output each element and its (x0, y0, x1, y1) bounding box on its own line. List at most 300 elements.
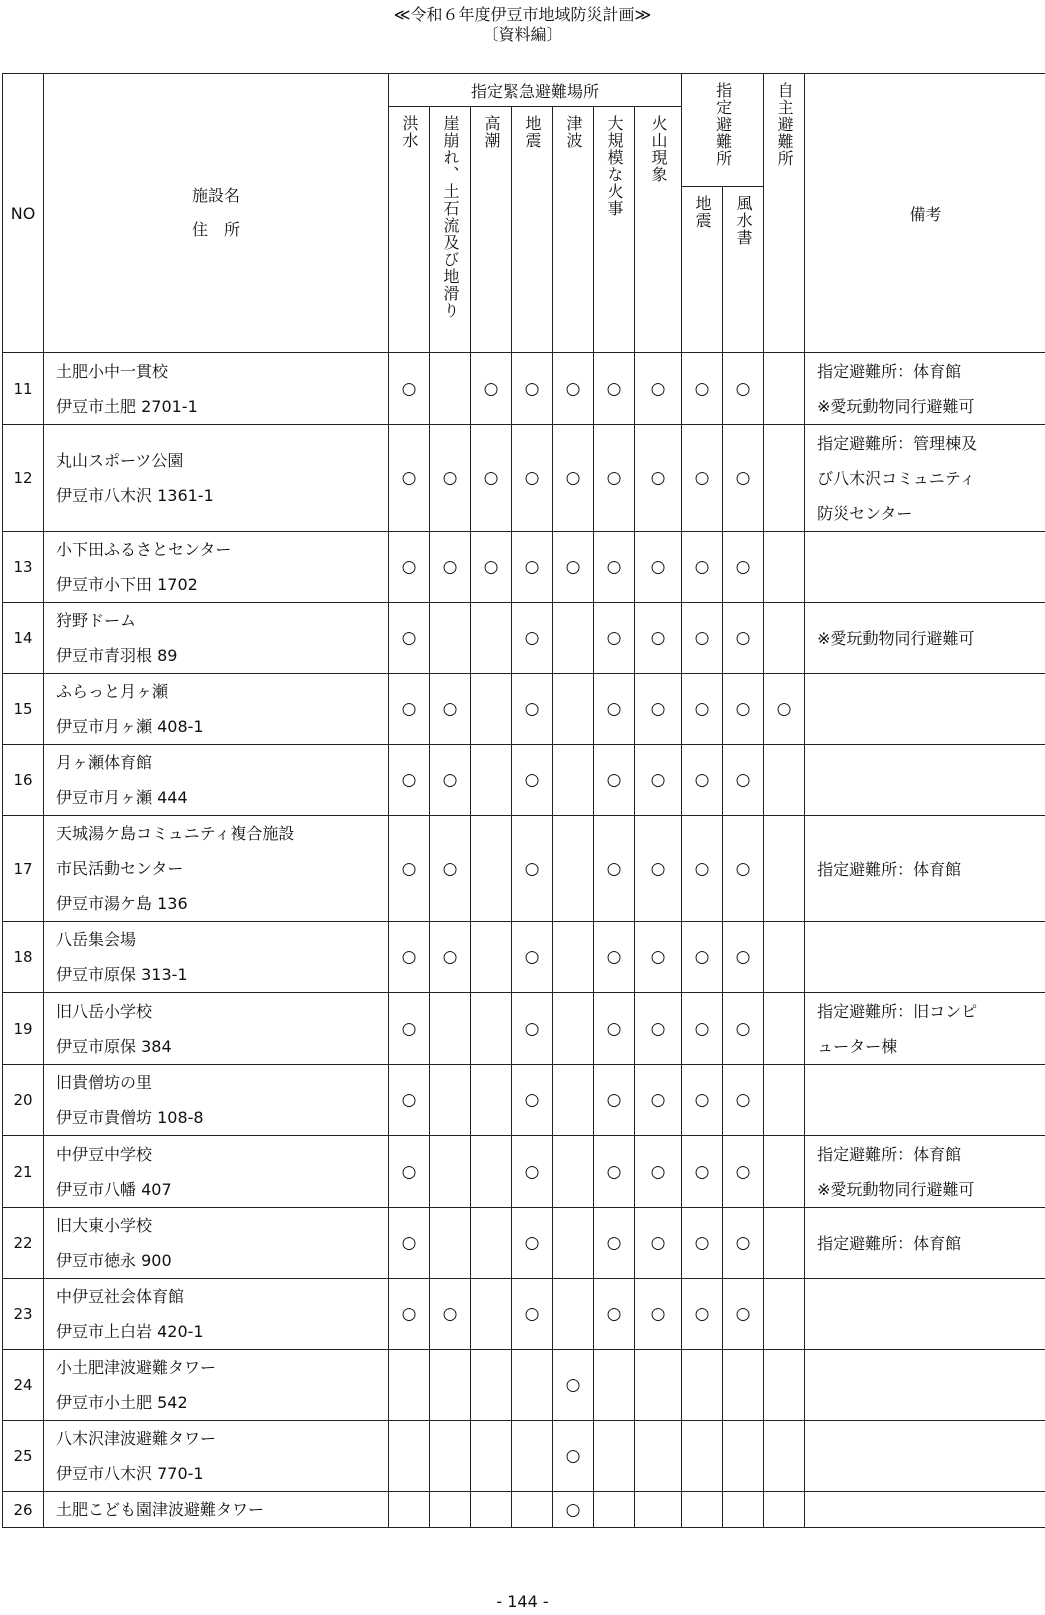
circle-mark: ○ (401, 557, 417, 577)
circle-mark: ○ (442, 770, 458, 790)
mark-cell (764, 532, 805, 603)
mark-cell (723, 1136, 764, 1208)
mark-cell (594, 993, 635, 1065)
remarks-cell (805, 425, 1045, 532)
circle-mark: ○ (606, 1161, 622, 1182)
mark-cell (594, 1492, 635, 1528)
mark-cell (682, 993, 723, 1065)
circle-mark: ○ (694, 1090, 710, 1110)
circle-mark: ○ (401, 1018, 417, 1039)
facility-address: 伊豆市土肥 2701-1 (56, 396, 198, 416)
mark-cell (553, 1421, 594, 1492)
mark-cell (389, 816, 430, 922)
facility-cell (44, 816, 389, 922)
remark-text: 防災センター (817, 504, 913, 523)
circle-mark: ○ (650, 628, 666, 648)
circle-mark: ○ (650, 557, 666, 577)
mark-cell (635, 922, 682, 993)
facility-name: 中伊豆中学校 (56, 1144, 153, 1164)
mark-cell (512, 1065, 553, 1136)
remarks-cell (805, 532, 1045, 603)
circle-mark: ○ (650, 378, 666, 399)
mark-cell (635, 532, 682, 603)
circle-mark: ○ (776, 699, 792, 719)
circle-mark: ○ (401, 378, 417, 399)
mark-cell (512, 816, 553, 922)
header-facility-name: 施設名 (191, 186, 240, 205)
circle-mark: ○ (694, 858, 710, 879)
facility-cell (44, 993, 389, 1065)
circle-mark: ○ (442, 699, 458, 719)
mark-cell (389, 1279, 430, 1350)
facility-cell (44, 1350, 389, 1421)
circle-mark: ○ (694, 770, 710, 790)
circle-mark: ○ (524, 947, 540, 967)
circle-mark: ○ (735, 557, 751, 577)
circle-mark: ○ (483, 557, 499, 577)
circle-mark: ○ (606, 1018, 622, 1039)
mark-cell (635, 1492, 682, 1528)
mark-cell (430, 1065, 471, 1136)
mark-cell (389, 1136, 430, 1208)
mark-cell (512, 1208, 553, 1279)
mark-cell (471, 603, 512, 674)
row-number: 13 (3, 532, 44, 603)
row-number: 25 (3, 1421, 44, 1492)
facility-address: 伊豆市原保 313-1 (56, 965, 188, 984)
mark-cell (764, 1065, 805, 1136)
mark-cell (764, 1279, 805, 1350)
mark-cell (512, 425, 553, 532)
mark-cell (430, 1421, 471, 1492)
circle-mark: ○ (401, 699, 417, 719)
mark-cell (430, 1136, 471, 1208)
circle-mark: ○ (735, 1090, 751, 1110)
mark-cell (389, 1492, 430, 1528)
mark-cell (471, 745, 512, 816)
mark-cell (682, 1350, 723, 1421)
header-shelter-storm: 風水書 (723, 187, 764, 353)
mark-cell (764, 353, 805, 425)
mark-cell (471, 1208, 512, 1279)
mark-cell (764, 1492, 805, 1528)
mark-cell (635, 353, 682, 425)
circle-mark: ○ (735, 770, 751, 790)
facility-cell (44, 425, 389, 532)
mark-cell (512, 532, 553, 603)
mark-cell (635, 1208, 682, 1279)
header-address: 住 所 (191, 220, 240, 239)
facility-name: 土肥小中一貫校 (56, 361, 169, 381)
table-body (3, 353, 1045, 1528)
table-row (3, 603, 1045, 674)
circle-mark: ○ (606, 557, 622, 577)
row-number: 23 (3, 1279, 44, 1350)
remark-text: び八木沢コミュニティ (817, 469, 976, 488)
mark-cell (553, 1492, 594, 1528)
mark-cell (723, 993, 764, 1065)
remark-text: 指定避難所：体育館 (817, 1145, 962, 1164)
remark-text: ※愛玩動物同行避難可 (817, 1180, 975, 1199)
facility-cell (44, 1492, 389, 1528)
remark-text: ューター棟 (817, 1037, 898, 1056)
mark-cell (471, 816, 512, 922)
mark-cell (553, 993, 594, 1065)
mark-cell (471, 922, 512, 993)
circle-mark: ○ (735, 1233, 751, 1253)
mark-cell (764, 1136, 805, 1208)
mark-cell (471, 1136, 512, 1208)
facility-cell (44, 353, 389, 425)
facility-address: 伊豆市湯ケ島 136 (56, 894, 188, 913)
row-number: 24 (3, 1350, 44, 1421)
circle-mark: ○ (606, 378, 622, 399)
facility-name: 小土肥津波避難タワー (56, 1358, 217, 1377)
mark-cell (594, 1208, 635, 1279)
row-number: 14 (3, 603, 44, 674)
circle-mark: ○ (524, 1018, 540, 1039)
remark-text: 指定避難所：体育館 (817, 1234, 962, 1253)
mark-cell (389, 1421, 430, 1492)
mark-cell (553, 1350, 594, 1421)
mark-cell (635, 1421, 682, 1492)
mark-cell (430, 1492, 471, 1528)
table-row (3, 1136, 1045, 1208)
mark-cell (764, 1421, 805, 1492)
circle-mark: ○ (606, 947, 622, 967)
header-em-flood: 洪水 (389, 107, 430, 353)
mark-cell (635, 1065, 682, 1136)
mark-cell (635, 1136, 682, 1208)
mark-cell (594, 532, 635, 603)
mark-cell (553, 1065, 594, 1136)
circle-mark: ○ (483, 468, 499, 488)
circle-mark: ○ (565, 1446, 581, 1466)
facility-name: ふらっと月ヶ瀬 (56, 682, 169, 701)
row-number: 17 (3, 816, 44, 922)
circle-mark: ○ (442, 858, 458, 879)
header-em-storm-surge: 高潮 (471, 107, 512, 353)
mark-cell (553, 816, 594, 922)
mark-cell (764, 425, 805, 532)
mark-cell (553, 1208, 594, 1279)
circle-mark: ○ (442, 557, 458, 577)
facility-address: 伊豆市月ヶ瀬 444 (56, 788, 188, 807)
mark-cell (594, 816, 635, 922)
table-row (3, 1421, 1045, 1492)
circle-mark: ○ (650, 1161, 666, 1182)
row-number: 15 (3, 674, 44, 745)
mark-cell (512, 993, 553, 1065)
mark-cell (553, 1279, 594, 1350)
table-row (3, 425, 1045, 532)
mark-cell (764, 745, 805, 816)
remark-text: ※愛玩動物同行避難可 (817, 397, 975, 416)
remark-text: 指定避難所：体育館 (817, 362, 962, 381)
remarks-cell (805, 1492, 1045, 1528)
row-number: 19 (3, 993, 44, 1065)
facility-cell (44, 922, 389, 993)
circle-mark: ○ (606, 858, 622, 879)
circle-mark: ○ (694, 628, 710, 648)
header-voluntary: 自主避難所 (764, 74, 805, 353)
mark-cell (635, 425, 682, 532)
circle-mark: ○ (401, 1304, 417, 1324)
mark-cell (723, 922, 764, 993)
circle-mark: ○ (401, 770, 417, 790)
circle-mark: ○ (524, 1090, 540, 1110)
mark-cell (594, 674, 635, 745)
circle-mark: ○ (650, 1304, 666, 1324)
row-number: 22 (3, 1208, 44, 1279)
row-number: 20 (3, 1065, 44, 1136)
mark-cell (764, 922, 805, 993)
mark-cell (471, 1279, 512, 1350)
circle-mark: ○ (694, 1161, 710, 1182)
mark-cell (682, 425, 723, 532)
mark-cell (682, 816, 723, 922)
mark-cell (635, 674, 682, 745)
row-number: 26 (3, 1492, 44, 1528)
mark-cell (635, 816, 682, 922)
facility-address: 伊豆市月ヶ瀬 408-1 (56, 717, 204, 736)
circle-mark: ○ (524, 1304, 540, 1324)
circle-mark: ○ (694, 699, 710, 719)
mark-cell (635, 993, 682, 1065)
mark-cell (430, 674, 471, 745)
facility-name: 天城湯ケ島コミュニティ複合施設 (56, 824, 295, 843)
mark-cell (389, 674, 430, 745)
header-facility (44, 74, 389, 353)
circle-mark: ○ (735, 858, 751, 879)
circle-mark: ○ (401, 1233, 417, 1253)
circle-mark: ○ (650, 468, 666, 488)
circle-mark: ○ (565, 557, 581, 577)
mark-cell (594, 603, 635, 674)
table-row (3, 1279, 1045, 1350)
circle-mark: ○ (483, 378, 499, 399)
circle-mark: ○ (401, 468, 417, 488)
circle-mark: ○ (524, 699, 540, 719)
circle-mark: ○ (650, 1018, 666, 1039)
circle-mark: ○ (650, 770, 666, 790)
circle-mark: ○ (694, 1304, 710, 1324)
remarks-cell (805, 1136, 1045, 1208)
circle-mark: ○ (524, 628, 540, 648)
remark-text: 指定避難所：管理棟及 (817, 434, 978, 453)
table-row (3, 1208, 1045, 1279)
mark-cell (389, 353, 430, 425)
mark-cell (723, 674, 764, 745)
mark-cell (471, 353, 512, 425)
mark-cell (682, 1279, 723, 1350)
row-number: 11 (3, 353, 44, 425)
remarks-cell (805, 993, 1045, 1065)
mark-cell (430, 603, 471, 674)
table-row (3, 816, 1045, 922)
facility-name: 旧貴僧坊の里 (56, 1073, 153, 1092)
circle-mark: ○ (442, 947, 458, 967)
facility-address: 伊豆市小下田 1702 (56, 575, 198, 594)
mark-cell (553, 603, 594, 674)
facility-cell (44, 1208, 389, 1279)
facility-name: 小下田ふるさとセンター (56, 540, 232, 559)
mark-cell (723, 1279, 764, 1350)
circle-mark: ○ (694, 1233, 710, 1253)
circle-mark: ○ (694, 468, 710, 488)
mark-cell (764, 816, 805, 922)
remarks-cell (805, 1208, 1045, 1279)
mark-cell (723, 1492, 764, 1528)
facility-name: 土肥こども園津波避難タワー (56, 1500, 265, 1519)
mark-cell (430, 816, 471, 922)
header-emergency-group: 指定緊急避難場所 (389, 74, 682, 107)
circle-mark: ○ (524, 378, 540, 399)
mark-cell (553, 674, 594, 745)
facility-name: 旧八岳小学校 (56, 1001, 153, 1021)
header-shelter-group: 指定避難所 (682, 74, 764, 187)
mark-cell (512, 1350, 553, 1421)
mark-cell (430, 1279, 471, 1350)
circle-mark: ○ (735, 1161, 751, 1182)
mark-cell (512, 922, 553, 993)
mark-cell (682, 1136, 723, 1208)
mark-cell (723, 1350, 764, 1421)
remarks-cell (805, 353, 1045, 425)
facility-cell (44, 1065, 389, 1136)
page-number: - 144 - (496, 1592, 549, 1611)
mark-cell (389, 603, 430, 674)
circle-mark: ○ (401, 858, 417, 879)
mark-cell (594, 922, 635, 993)
facility-name: 狩野ドーム (56, 611, 137, 630)
header-em-large-fire: 大規模な火事 (594, 107, 635, 353)
mark-cell (594, 1350, 635, 1421)
mark-cell (635, 1350, 682, 1421)
facility-cell (44, 532, 389, 603)
circle-mark: ○ (524, 468, 540, 488)
circle-mark: ○ (650, 858, 666, 879)
mark-cell (553, 353, 594, 425)
remarks-cell (805, 1350, 1045, 1421)
mark-cell (682, 532, 723, 603)
header-em-earthquake: 地震 (512, 107, 553, 353)
table-row (3, 532, 1045, 603)
mark-cell (512, 1492, 553, 1528)
circle-mark: ○ (735, 1304, 751, 1324)
mark-cell (430, 532, 471, 603)
circle-mark: ○ (565, 1375, 581, 1395)
circle-mark: ○ (606, 1090, 622, 1110)
facility-cell (44, 674, 389, 745)
circle-mark: ○ (650, 947, 666, 967)
row-number: 21 (3, 1136, 44, 1208)
circle-mark: ○ (524, 770, 540, 790)
circle-mark: ○ (401, 947, 417, 967)
circle-mark: ○ (650, 1233, 666, 1253)
mark-cell (430, 353, 471, 425)
circle-mark: ○ (442, 1304, 458, 1324)
circle-mark: ○ (442, 468, 458, 488)
mark-cell (723, 745, 764, 816)
header-em-landslide: 崖崩れ、土石流及び地滑り (430, 107, 471, 353)
facility-name: 丸山スポーツ公園 (56, 451, 184, 470)
mark-cell (682, 1421, 723, 1492)
mark-cell (389, 993, 430, 1065)
mark-cell (430, 745, 471, 816)
mark-cell (682, 1208, 723, 1279)
mark-cell (512, 353, 553, 425)
table-row (3, 993, 1045, 1065)
facility-name: 旧大東小学校 (56, 1216, 153, 1235)
facility-cell (44, 745, 389, 816)
mark-cell (723, 1065, 764, 1136)
facility-name: 月ヶ瀬体育館 (56, 753, 153, 772)
mark-cell (723, 532, 764, 603)
mark-cell (723, 1421, 764, 1492)
shelter-table (2, 73, 1045, 1528)
facility-cell (44, 603, 389, 674)
facility-address: 伊豆市八木沢 1361-1 (56, 486, 214, 505)
mark-cell (594, 1136, 635, 1208)
mark-cell (594, 1065, 635, 1136)
facility-address: 伊豆市青羽根 89 (56, 646, 178, 665)
circle-mark: ○ (735, 628, 751, 648)
facility-name: 八木沢津波避難タワー (56, 1429, 217, 1448)
mark-cell (682, 353, 723, 425)
remarks-cell (805, 816, 1045, 922)
mark-cell (723, 1208, 764, 1279)
facility-address: 伊豆市上白岩 420-1 (56, 1322, 204, 1341)
row-number: 12 (3, 425, 44, 532)
circle-mark: ○ (606, 468, 622, 488)
circle-mark: ○ (524, 858, 540, 879)
circle-mark: ○ (565, 468, 581, 488)
remarks-cell (805, 745, 1045, 816)
mark-cell (682, 1065, 723, 1136)
mark-cell (389, 1065, 430, 1136)
mark-cell (512, 1136, 553, 1208)
remarks-cell (805, 922, 1045, 993)
mark-cell (471, 1065, 512, 1136)
circle-mark: ○ (401, 1090, 417, 1110)
mark-cell (635, 745, 682, 816)
circle-mark: ○ (606, 628, 622, 648)
mark-cell (389, 1208, 430, 1279)
circle-mark: ○ (735, 947, 751, 967)
mark-cell (512, 674, 553, 745)
facility-address: 伊豆市八幡 407 (56, 1179, 172, 1199)
circle-mark: ○ (735, 378, 751, 399)
mark-cell (764, 674, 805, 745)
facility-cell (44, 1136, 389, 1208)
mark-cell (682, 922, 723, 993)
table-row (3, 922, 1045, 993)
mark-cell (553, 1136, 594, 1208)
mark-cell (430, 993, 471, 1065)
mark-cell (682, 674, 723, 745)
circle-mark: ○ (524, 557, 540, 577)
circle-mark: ○ (735, 699, 751, 719)
mark-cell (635, 603, 682, 674)
mark-cell (471, 993, 512, 1065)
mark-cell (512, 1421, 553, 1492)
circle-mark: ○ (650, 699, 666, 719)
header-shelter-earthquake: 地震 (682, 187, 723, 353)
mark-cell (389, 1350, 430, 1421)
mark-cell (594, 1279, 635, 1350)
mark-cell (723, 603, 764, 674)
